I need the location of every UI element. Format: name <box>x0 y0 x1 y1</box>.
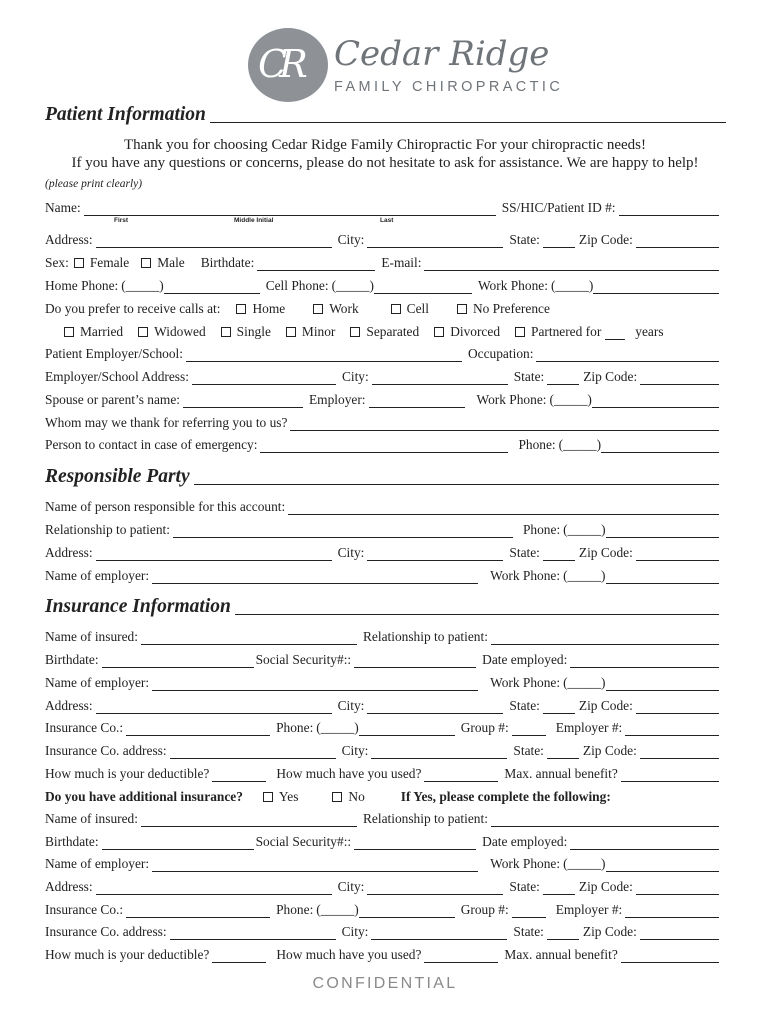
employer-school-field[interactable] <box>186 349 462 362</box>
employer-zip-field[interactable] <box>640 372 719 385</box>
insurance-phone-2-field[interactable] <box>359 905 455 918</box>
patient-id-field[interactable] <box>619 203 719 216</box>
insured-2-ssn-field[interactable] <box>354 837 476 850</box>
employer-city-field[interactable] <box>372 372 508 385</box>
single-checkbox[interactable]: Single <box>219 324 271 340</box>
row-call-preference: Do you prefer to receive calls at: Home Work Cell No Preference <box>45 301 550 316</box>
row-responsible-name: Name of person responsible for this account: <box>45 495 719 515</box>
used-field[interactable] <box>424 769 498 782</box>
row-insurance-co-2: Insurance Co.: Phone: (_____) Group #: Employer #: <box>45 898 719 918</box>
insured-relationship-field[interactable] <box>491 632 719 645</box>
insured-2-relationship-field[interactable] <box>491 814 719 827</box>
birthdate-field[interactable] <box>257 258 375 271</box>
insurance-address-field[interactable] <box>170 746 336 759</box>
responsible-city-field[interactable] <box>367 548 503 561</box>
insured-city-field[interactable] <box>367 701 503 714</box>
additional-yes-checkbox[interactable]: Yes <box>261 789 298 805</box>
responsible-work-phone-field[interactable] <box>606 571 720 584</box>
work-phone-field[interactable] <box>593 281 719 294</box>
row-insured-2-address: Address: City: State: Zip Code: <box>45 875 719 895</box>
emergency-phone-field[interactable] <box>601 440 719 453</box>
insurance-state-field[interactable] <box>547 746 579 759</box>
max-benefit-2-field[interactable] <box>621 950 719 963</box>
row-insured-2-employer: Name of employer: Work Phone: (_____) <box>45 852 719 872</box>
row-employer-school: Patient Employer/School: Occupation: <box>45 342 719 362</box>
logo-subtitle: FAMILY CHIROPRACTIC <box>334 79 564 95</box>
insured-work-phone-field[interactable] <box>606 678 720 691</box>
cell-phone-field[interactable] <box>374 281 472 294</box>
row-insured-address: Address: City: State: Zip Code: <box>45 694 719 714</box>
insured-birthdate-field[interactable] <box>102 655 254 668</box>
row-deductible-2: How much is your deductible? How much have you used? Max. annual benefit? <box>45 943 719 963</box>
section-patient-information: Patient Information <box>45 104 726 126</box>
insured-ssn-field[interactable] <box>354 655 476 668</box>
zip-field[interactable] <box>636 235 719 248</box>
row-emergency: Person to contact in case of emergency: Phone: (_____) <box>45 433 719 453</box>
insured-2-employer-field[interactable] <box>152 859 478 872</box>
clinic-logo <box>248 28 564 106</box>
deductible-field[interactable] <box>212 769 266 782</box>
row-address: Address: City: State: Zip Code: <box>45 228 719 248</box>
row-responsible-address: Address: City: State: Zip Code: <box>45 541 719 561</box>
row-spouse: Spouse or parent’s name: Employer: Work Phone: (_____) <box>45 388 719 408</box>
insurance-city-2-field[interactable] <box>371 927 507 940</box>
married-checkbox[interactable]: Married <box>62 324 123 340</box>
row-marital-status: Married Widowed Single Minor Separated Divorced Partnered for years <box>62 320 719 340</box>
name-sub-last: Last <box>380 217 394 224</box>
employer-number-field[interactable] <box>625 723 719 736</box>
insured-2-name-field[interactable] <box>141 814 357 827</box>
employer-state-field[interactable] <box>547 372 579 385</box>
state-field[interactable] <box>543 235 575 248</box>
row-deductible: How much is your deductible? How much have you used? Max. annual benefit? <box>45 762 719 782</box>
address-field[interactable] <box>96 235 332 248</box>
referral-field[interactable] <box>290 418 719 431</box>
female-checkbox[interactable]: Female <box>72 255 129 271</box>
city-field[interactable] <box>367 235 503 248</box>
row-sex: Sex: Female Male Birthdate: E-mail: <box>45 251 719 271</box>
spouse-employer-field[interactable] <box>369 395 465 408</box>
insured-state-field[interactable] <box>543 701 575 714</box>
insured-address-field[interactable] <box>96 701 332 714</box>
call-cell-checkbox[interactable]: Cell <box>389 301 429 317</box>
row-referral: Whom may we thank for referring you to us? <box>45 411 719 431</box>
insurance-zip-2-field[interactable] <box>640 927 719 940</box>
insured-2-zip-field[interactable] <box>636 882 719 895</box>
divorced-checkbox[interactable]: Divorced <box>432 324 500 340</box>
call-no-preference-checkbox[interactable]: No Preference <box>455 301 550 317</box>
insurance-address-2-field[interactable] <box>170 927 336 940</box>
insurance-phone-field[interactable] <box>359 723 455 736</box>
insurance-city-field[interactable] <box>371 746 507 759</box>
deductible-2-field[interactable] <box>212 950 266 963</box>
name-sub-middle: Middle Initial <box>234 217 274 224</box>
row-name: Name: SS/HIC/Patient ID #: <box>45 196 719 216</box>
row-insurance-address: Insurance Co. address: City: State: Zip Code: <box>45 739 719 759</box>
row-relationship: Relationship to patient: Phone: (_____) <box>45 518 719 538</box>
insured-zip-field[interactable] <box>636 701 719 714</box>
emergency-contact-field[interactable] <box>260 440 508 453</box>
responsible-state-field[interactable] <box>543 548 575 561</box>
intro-line-2: If you have any questions or concerns, please do not hesitate to ask for assistance. We are happy to help! <box>71 155 699 171</box>
responsible-address-field[interactable] <box>96 548 332 561</box>
name-sub-first: First <box>114 217 129 224</box>
spouse-name-field[interactable] <box>183 395 303 408</box>
row-insured: Name of insured: Relationship to patient: <box>45 625 719 645</box>
insurance-zip-field[interactable] <box>640 746 719 759</box>
insured-2-work-phone-field[interactable] <box>606 859 720 872</box>
name-field[interactable] <box>84 203 496 216</box>
insured-2-date-employed-field[interactable] <box>570 837 719 850</box>
group-number-2-field[interactable] <box>512 905 546 918</box>
intro-line-1: Thank you for choosing Cedar Ridge Family Chiropractic For your chiropractic needs! <box>124 137 646 153</box>
row-insured-employer: Name of employer: Work Phone: (_____) <box>45 671 719 691</box>
insurance-co-field[interactable] <box>126 723 270 736</box>
used-2-field[interactable] <box>424 950 498 963</box>
row-responsible-employer: Name of employer: Work Phone: (_____) <box>45 564 719 584</box>
row-insured-2: Name of insured: Relationship to patient: <box>45 807 719 827</box>
section-responsible-party: Responsible Party <box>45 466 719 488</box>
employer-number-2-field[interactable] <box>625 905 719 918</box>
insured-2-birthdate-field[interactable] <box>102 837 254 850</box>
occupation-field[interactable] <box>536 349 719 362</box>
insurance-co-2-field[interactable] <box>126 905 270 918</box>
section-insurance-information: Insurance Information <box>45 596 719 618</box>
partnered-years-field[interactable] <box>605 327 625 340</box>
row-insured-birthdate: Birthdate: Social Security#:: Date employed: <box>45 648 719 668</box>
responsible-zip-field[interactable] <box>636 548 719 561</box>
row-additional-insurance: Do you have additional insurance? Yes No If Yes, please complete the following: <box>45 789 611 804</box>
email-field[interactable] <box>424 258 719 271</box>
insured-employer-field[interactable] <box>152 678 478 691</box>
insured-2-address-field[interactable] <box>96 882 332 895</box>
spouse-work-phone-field[interactable] <box>592 395 719 408</box>
call-home-checkbox[interactable]: Home <box>234 301 285 317</box>
insured-2-state-field[interactable] <box>543 882 575 895</box>
group-number-field[interactable] <box>512 723 546 736</box>
row-employer-address: Employer/School Address: City: State: Zip Code: <box>45 365 719 385</box>
separated-checkbox[interactable]: Separated <box>348 324 419 340</box>
row-insurance-address-2: Insurance Co. address: City: State: Zip Code: <box>45 920 719 940</box>
row-insurance-co: Insurance Co.: Phone: (_____) Group #: Employer #: <box>45 716 719 736</box>
max-benefit-field[interactable] <box>621 769 719 782</box>
partnered-checkbox[interactable]: Partnered for <box>513 324 601 340</box>
logo-monogram: CR <box>248 28 328 102</box>
row-insured-2-birthdate: Birthdate: Social Security#:: Date employed: <box>45 830 719 850</box>
minor-checkbox[interactable]: Minor <box>284 324 335 340</box>
employer-address-field[interactable] <box>192 372 336 385</box>
widowed-checkbox[interactable]: Widowed <box>136 324 206 340</box>
home-phone-field[interactable] <box>164 281 260 294</box>
responsible-name-field[interactable] <box>288 502 719 515</box>
additional-no-checkbox[interactable]: No <box>330 789 364 805</box>
print-clearly-note: (please print clearly) <box>45 178 143 190</box>
row-phones: Home Phone: (_____) Cell Phone: (_____) Work Phone: (_____) <box>45 274 719 294</box>
male-checkbox[interactable]: Male <box>139 255 185 271</box>
responsible-relationship-field[interactable] <box>173 525 513 538</box>
confidential-footer: CONFIDENTIAL <box>312 975 458 992</box>
responsible-phone-field[interactable] <box>606 525 719 538</box>
logo-name: Cedar Ridge <box>334 34 550 74</box>
insurance-state-2-field[interactable] <box>547 927 579 940</box>
insured-name-field[interactable] <box>141 632 357 645</box>
insured-date-employed-field[interactable] <box>570 655 719 668</box>
responsible-employer-field[interactable] <box>152 571 478 584</box>
call-work-checkbox[interactable]: Work <box>311 301 358 317</box>
insured-2-city-field[interactable] <box>367 882 503 895</box>
